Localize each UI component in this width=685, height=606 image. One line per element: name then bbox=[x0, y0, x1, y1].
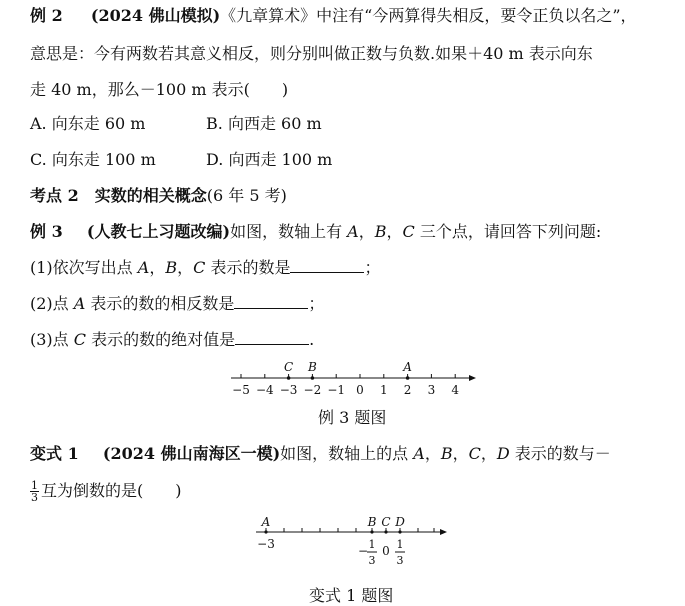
tick-label: 1 bbox=[379, 383, 388, 397]
example2-text3: 走 40 m，那么－100 m 表示( ) bbox=[30, 80, 289, 99]
example3-label: 例 3 bbox=[30, 222, 63, 241]
key-point-note: (6 年 5 考) bbox=[206, 186, 287, 205]
zero-label: 0 bbox=[382, 544, 390, 558]
q3-text-a: (3)点 bbox=[30, 330, 74, 349]
q2-text-b: 表示的数的相反数是 bbox=[85, 294, 235, 313]
variant1-line1: 变式 1 (2024 佛山南海区一模)如图，数轴上的点 A，B，C，D 表示的数与－ bbox=[30, 444, 611, 463]
q1-point-c: C bbox=[193, 258, 206, 277]
question-3 bbox=[30, 330, 314, 350]
example3-text1: 如图，数轴上有 bbox=[230, 222, 348, 241]
point-b: B bbox=[374, 222, 387, 241]
axis-arrow bbox=[440, 529, 447, 535]
tick-label: −3 bbox=[279, 383, 298, 397]
q2-answer-blank[interactable] bbox=[234, 294, 308, 309]
fraction-numerator: 1 bbox=[31, 479, 38, 492]
one-third-fraction bbox=[30, 480, 39, 503]
pos-third-denominator: 3 bbox=[396, 554, 404, 567]
example2-text2: 意思是：今有两数若其意义相反，则分别叫做正数与负数.如果＋40 m 表示向东 bbox=[30, 44, 593, 63]
example2-source: (2024 佛山模拟) bbox=[90, 6, 221, 25]
point-a: A bbox=[347, 222, 359, 241]
variant1-text3: 互为倒数的是( ) bbox=[41, 481, 182, 500]
point-dot-b bbox=[311, 376, 315, 380]
q1-text-a: (1)依次写出点 bbox=[30, 258, 138, 277]
variant1-caption: 变式 1 题图 bbox=[309, 586, 394, 605]
q3-end: . bbox=[309, 330, 315, 349]
point-c: C bbox=[402, 222, 415, 241]
neg-third-sign: − bbox=[357, 544, 369, 558]
point-dot-b bbox=[370, 530, 373, 533]
example2-text1: 《九章算术》中注有“今两算得失相反，要令正负以名之”， bbox=[220, 6, 637, 25]
option-b-text: 向西走 60 m bbox=[227, 114, 322, 133]
q1-text-b: 表示的数是 bbox=[205, 258, 291, 277]
question-2 bbox=[30, 294, 324, 314]
variant1-text1: 如图，数轴上的点 bbox=[280, 444, 414, 463]
option-b-key: B. bbox=[206, 114, 223, 133]
variant1-source: (2024 佛山南海区一模) bbox=[102, 444, 281, 463]
point-dot-c bbox=[287, 376, 291, 380]
tick-label-neg3: −3 bbox=[257, 537, 275, 551]
point-label-b: B bbox=[307, 360, 317, 374]
v-point-d: D bbox=[496, 444, 510, 463]
point-label-b: B bbox=[367, 515, 377, 529]
tick-label: −1 bbox=[327, 383, 346, 397]
point-dot-a bbox=[264, 530, 267, 533]
point-label-c: C bbox=[381, 515, 391, 529]
option-a-text: 向东走 60 m bbox=[51, 114, 146, 133]
option-d-text: 向西走 100 m bbox=[228, 150, 333, 169]
q3-point-c: C bbox=[73, 330, 87, 349]
example2-label: 例 2 bbox=[30, 6, 63, 25]
point-label-a: A bbox=[261, 515, 271, 529]
variant1-label: 变式 1 bbox=[30, 444, 79, 463]
tick-label: −4 bbox=[255, 383, 274, 397]
point-label-d: D bbox=[395, 515, 405, 529]
q2-point-a: A bbox=[73, 294, 86, 313]
q3-answer-blank[interactable] bbox=[235, 330, 309, 345]
option-c-key: C. bbox=[30, 150, 47, 169]
point-dot-d bbox=[398, 530, 401, 533]
q1-end: ； bbox=[364, 258, 381, 277]
option-d-key: D. bbox=[206, 150, 224, 169]
tick-label: −2 bbox=[303, 383, 322, 397]
example3-caption: 例 3 题图 bbox=[318, 408, 387, 427]
key-point-title: 考点 2 实数的相关概念 bbox=[30, 186, 207, 205]
point-dot-a bbox=[406, 376, 410, 380]
v-point-b: B bbox=[440, 444, 453, 463]
point-label-a: A bbox=[403, 360, 412, 374]
variant1-text2: 表示的数与－ bbox=[509, 444, 611, 463]
option-c-text: 向东走 100 m bbox=[51, 150, 156, 169]
neg-third-numerator: 1 bbox=[368, 538, 376, 551]
neg-third-denominator: 3 bbox=[368, 554, 376, 567]
tick-label: −5 bbox=[232, 383, 250, 397]
question-1: (1)依次写出点 A，B，C 表示的数是 ； bbox=[30, 258, 381, 277]
fraction-denominator: 3 bbox=[31, 491, 38, 504]
variant1-line2 bbox=[30, 480, 182, 503]
tick-label: 4 bbox=[451, 383, 460, 397]
q3-text-b: 表示的数的绝对值是 bbox=[86, 330, 236, 349]
q2-end: ； bbox=[308, 294, 325, 313]
example3-text2: 三个点，请回答下列问题: bbox=[414, 222, 602, 241]
key-point-2 bbox=[30, 186, 287, 206]
example3-line1: 例 3 (人教七上习题改编)如图，数轴上有 A，B，C 三个点，请回答下列问题: bbox=[30, 222, 602, 241]
q2-text-a: (2)点 bbox=[30, 294, 74, 313]
example3-number-line bbox=[225, 356, 485, 402]
axis-arrow bbox=[469, 375, 476, 381]
tick-label: 3 bbox=[427, 383, 436, 397]
variant1-number-line bbox=[250, 512, 450, 574]
example3-source: (人教七上习题改编) bbox=[86, 222, 231, 241]
tick-label: 2 bbox=[403, 383, 412, 397]
point-dot-c bbox=[384, 530, 387, 533]
q1-answer-blank[interactable] bbox=[290, 258, 364, 273]
q1-point-b: B bbox=[165, 258, 178, 277]
v-point-a: A bbox=[413, 444, 425, 463]
example2-options-row1 bbox=[30, 114, 322, 134]
q1-point-a: A bbox=[137, 258, 150, 277]
example2-options-row2 bbox=[30, 150, 333, 170]
example2-line1 bbox=[30, 6, 637, 26]
v-point-c: C bbox=[468, 444, 481, 463]
tick-label: 0 bbox=[356, 383, 364, 397]
option-a-key: A. bbox=[30, 114, 47, 133]
point-label-c: C bbox=[284, 360, 294, 374]
pos-third-numerator: 1 bbox=[396, 538, 404, 551]
